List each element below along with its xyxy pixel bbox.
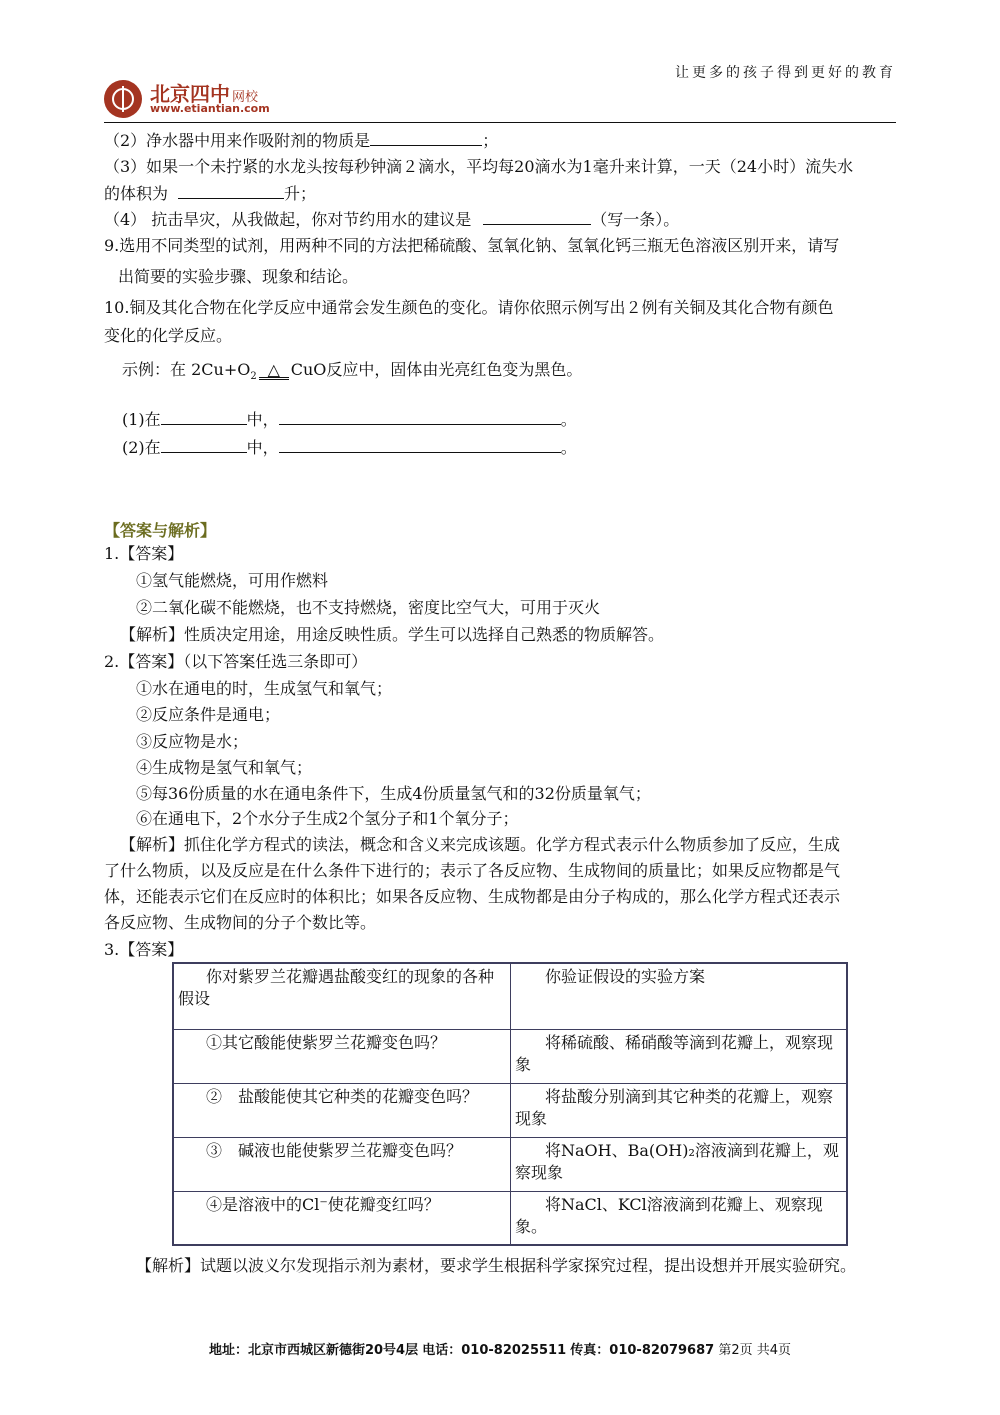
heating-condition: △ [257,359,291,381]
answer-2-item-3: ③反应物是水； [136,732,249,751]
analysis-label: 【解析】 [120,835,185,854]
hypothesis-text: ③ 碱液也能使紫罗兰花瓣变色吗？ [206,1140,463,1160]
hypothesis-text: ④是溶液中的Cl⁻使花瓣变红吗？ [206,1194,440,1214]
fill1-end: 。 [560,410,577,429]
table-cell-hypothesis [173,1083,511,1137]
header-slogan: 让更多的孩子得到更好的教育 [675,65,896,81]
question-8-3-line1: （3）如果一个未拧紧的水龙头按每秒钟滴２滴水，平均每20滴水为1毫升来计算，一天（24小时）流失水 [104,157,854,176]
footer-fax: 传真：010-82079687 [570,1343,715,1358]
hypothesis-text: ①其它酸能使紫罗兰花瓣变色吗？ [206,1032,447,1052]
table-cell-hypothesis [173,1029,511,1083]
analysis-label: 【解析】 [136,1256,201,1275]
q8-2-text: （2）净水器中用来作吸附剂的物质是 [104,131,371,150]
plan-text: 将稀硫酸、稀硝酸等滴到花瓣上，观察现象 [515,1032,834,1074]
table-header-plan-text: 你验证假设的实验方案 [545,967,706,986]
plan-text: 将盐酸分别滴到其它种类的花瓣上，观察现象 [515,1086,834,1128]
answer-2-item-4: ④生成物是氢气和氧气； [136,758,313,777]
hypothesis-text: ② 盐酸能使其它种类的花瓣变色吗？ [206,1086,479,1106]
q8-4-end: （写一条）。 [591,210,680,229]
fill1-num: (1)在 [122,410,161,429]
answer-2-item-2: ②反应条件是通电； [136,705,281,724]
table-cell-plan [511,1029,848,1083]
logo-url: www.etiantian.com [150,102,270,115]
example-product: CuO [290,360,327,379]
logo-sub-text: 网校 [232,90,259,105]
example-subscript: 2 [250,371,257,383]
table-cell-hypothesis [173,1191,511,1245]
question-10-line1: 10.铜及其化合物在化学反应中通常会发生颜色的变化。请你依照示例写出２例有关铜及其化合物有颜色 [104,298,834,317]
answer-2-analysis-line3: 体，还能表示它们在反应时的体积比；如果各反应物、生成物都是由分子构成的，那么化学方程式还表示 [104,887,841,906]
table-cell-hypothesis [173,1137,511,1191]
fill-blank-1 [122,408,577,431]
answer-2-label [104,651,367,673]
analysis-text: 试题以波义尔发现指示剂为素材，要求学生根据科学家探究过程，提出设想并开展实验研究。 [200,1256,857,1275]
plan-text: 将NaOH、Ba(OH)₂溶液滴到花瓣上，观察现象 [515,1140,839,1182]
answer-2-item-5: ⑤每36份质量的水在通电条件下，生成4份质量氢气和的32份质量氧气； [136,784,651,803]
table-cell-plan [511,1191,848,1245]
answer-1-label: 1.【答案】 [104,544,184,563]
question-10-line2: 变化的化学反应。 [104,326,233,345]
answers-section-title: 【答案与解析】 [104,521,217,540]
analysis-label: 【解析】 [120,625,185,644]
q8-2-end: ； [482,131,499,150]
footer-phone: 电话：010-82025511 [422,1343,567,1358]
example-reaction [122,359,582,388]
answer-blank [279,408,561,425]
question-9-line1: 9.选用不同类型的试剂，用两种不同的方法把稀硫酸、氢氧化钠、氢氧化钙三瓶无色溶液区别开来，请写 [104,236,840,255]
answer-3-label: 3.【答案】 [104,940,184,959]
logo-name-text: 北京四中 [150,82,230,106]
answer-1-item-1: ①氢气能燃烧，可用作燃料 [136,571,329,590]
answer-blank [161,408,247,425]
fill2-end: 。 [560,438,577,457]
q8-3-end: 升； [284,184,317,203]
table-cell-plan [511,1137,848,1191]
answer-2-analysis-line2: 了什么物质，以及反应是在什么条件下进行的；表示了各反应物、生成物间的质量比；如果反应物都是气 [104,861,841,880]
answer-1-item-2: ②二氧化碳不能燃烧，也不支持燃烧，密度比空气大，可用于灭火 [136,598,601,617]
answer-2-analysis-line4: 各反应物、生成物间的分子个数比等。 [104,913,377,932]
answer-blank [279,436,561,453]
answer-blank [161,436,247,453]
table-row [173,1191,847,1245]
hypothesis-table [172,962,848,1246]
answer-1-analysis [120,624,664,646]
answer-blank [178,182,284,199]
answer-blank [370,129,482,146]
fill2-mid: 中， [246,438,279,457]
fill1-mid: 中， [246,410,279,429]
answer-2-label-text: 2.【答案】 [104,652,184,671]
example-prefix: 示例：在 2Cu+O [122,360,251,379]
question-8-2 [104,129,498,152]
answer-2-analysis-line1 [120,834,840,856]
table-header-plan [511,963,848,1029]
footer-page-number: 第2页 共4页 [718,1343,792,1358]
school-logo-icon [104,80,142,118]
table-header-hypothesis-text: 你对紫罗兰花瓣遇盐酸变红的现象的各种假设 [178,967,495,1008]
analysis-text: 抓住化学方程式的读法，概念和含义来完成该题。化学方程式表示什么物质参加了反应，生成 [184,835,841,854]
answer-blank [483,208,591,225]
table-cell-plan [511,1083,848,1137]
q8-3-text: 的体积为 [104,184,169,203]
answer-2-note: （以下答案任选三条即可） [183,652,368,671]
answer-2-item-6: ⑥在通电下，2个水分子生成2个氢分子和1个氧分子； [136,809,519,828]
analysis-text: 性质决定用途，用途反映性质。学生可以选择自己熟悉的物质解答。 [184,625,665,644]
footer-address: 地址：北京市西城区新德街20号4层 [208,1343,419,1358]
example-suffix: 反应中，固体由光亮红色变为黑色。 [326,360,583,379]
answer-2-item-1: ①水在通电的时，生成氢气和氧气； [136,679,393,698]
table-row [173,1029,847,1083]
answer-3-analysis [136,1255,856,1277]
table-header-row [173,963,847,1029]
page-footer [0,1339,1000,1358]
plan-text: 将NaCl、KCl溶液滴到花瓣上、观察现象。 [515,1194,823,1236]
q8-4-text: （4） 抗击旱灾，从我做起，你对节约用水的建议是 [104,210,472,229]
table-row [173,1083,847,1137]
question-8-4 [104,208,679,231]
fill2-num: (2)在 [122,438,161,457]
question-9-line2: 出简要的实验步骤、现象和结论。 [118,267,359,286]
header-divider [104,122,896,123]
fill-blank-2 [122,436,577,459]
table-row [173,1137,847,1191]
question-8-3-line2 [104,182,316,205]
table-header-hypothesis [173,963,511,1029]
